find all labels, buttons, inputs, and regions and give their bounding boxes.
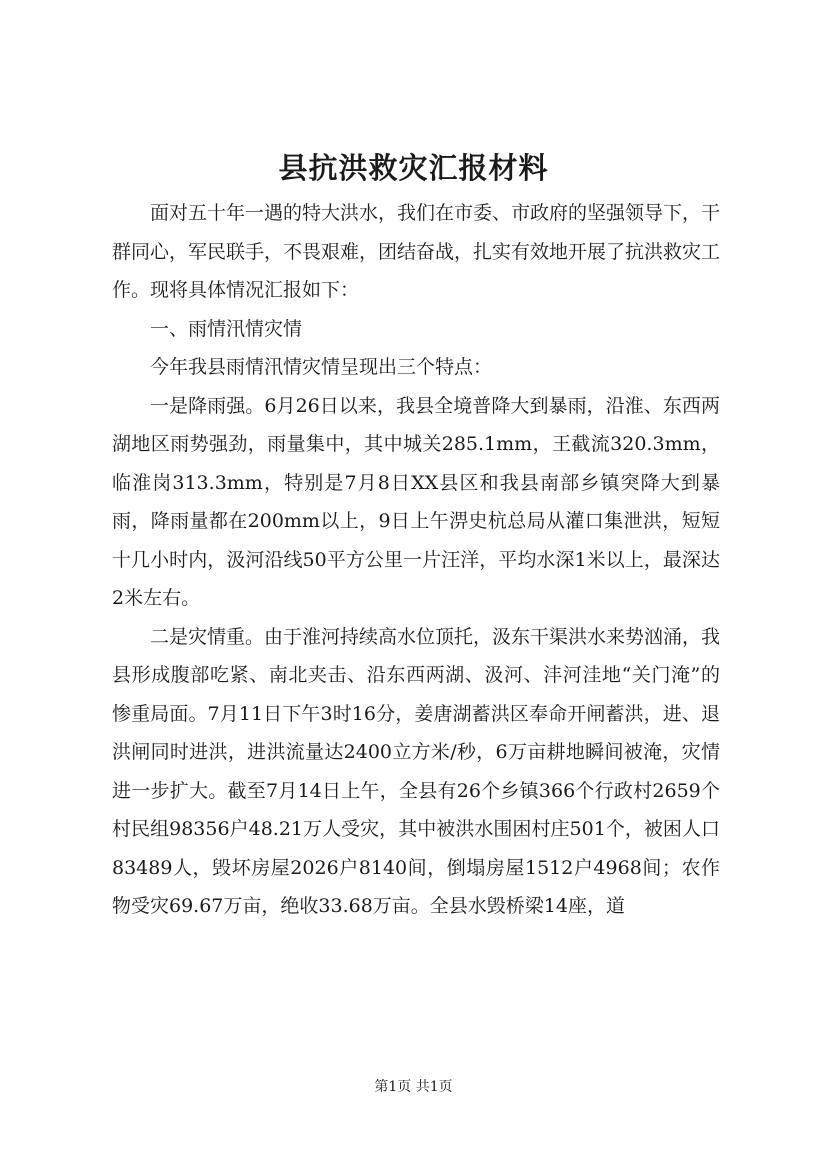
paragraph-rainfall: 一是降雨强。6月26日以来，我县全境普降大到暴雨，沿淮、东西两湖地区雨势强劲，雨量集中，其中城关285.1mm，王截流320.3mm，临淮岗313.3mm，特别是7月8日XX县区和我县南部乡镇突降大到暴雨，降雨量都在200mm以上，9日上午淠史杭总局从灌口集泄洪，短短十几小时内，汲河沿线50平方公里一片汪洋，平均水深1米以上，最深达2米左右。 [112, 394, 720, 609]
page-footer: 第1页 共1页 [374, 1079, 453, 1095]
document-title: 县抗洪救灾汇报材料 [278, 151, 549, 185]
section-heading: 一、雨情汛情灾情 [150, 317, 303, 340]
paragraph-summary: 今年我县雨情汛情灾情呈现出三个特点： [150, 356, 493, 378]
paragraph-disaster: 二是灾情重。由于淮河持续高水位顶托，汲东干渠洪水来势汹涌，我县形成腹部吃紧、南北夹击、沿东西两湖、汲河、沣河洼地“关门淹”的惨重局面。7月11日下午3时16分，姜唐湖蓄洪区奉命开闸蓄洪，进、退洪闸同时进洪，进洪流量达2400立方米/秒，6万亩耕地瞬间被淹，灾情进一步扩大。截至7月14日上午，全县有26个乡镇366个行政村2659个村民组98356户48.21万人受灾，其中被洪水围困村庄501个，被困人口83489人，毁坏房屋2026户8140间，倒塌房屋1512户4968间；农作物受灾69.67万亩，绝收33.68万亩。全县水毁桥梁14座，道 [112, 625, 721, 917]
paragraph-intro: 面对五十年一遇的特大洪水，我们在市委、市政府的坚强领导下，干群同心，军民联手，不畏艰难，团结奋战，扎实有效地开展了抗洪救灾工作。现将具体情况汇报如下： [112, 202, 721, 301]
document-body [112, 194, 720, 926]
